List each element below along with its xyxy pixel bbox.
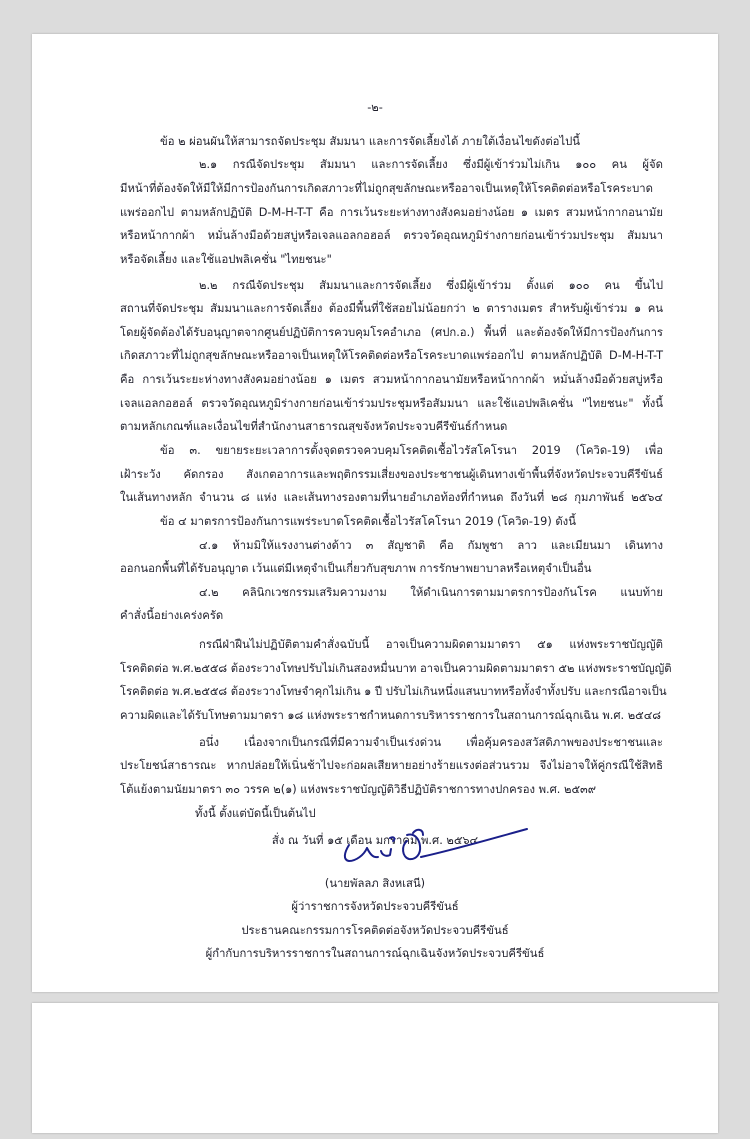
- clause-4-1-line-2: ออกนอกพื้นที่ได้รับอนุญาต เว้นแต่มีเหตุจำเป็นเกี่ยวกับสุขภาพ การรักษาพยาบาลหรือเหตุจำเป็นอื่น: [120, 562, 592, 575]
- order-date: สั่ง ณ วันที่ ๑๕ เดือน มกราคม พ.ศ. ๒๕๖๔: [271, 834, 479, 847]
- document-page-2: [32, 1003, 718, 1133]
- signatory-title-3: ผู้กำกับการบริหารราชการในสถานการณ์ฉุกเฉินจังหวัดประจวบคีรีขันธ์: [205, 947, 545, 960]
- urgency-line-1: อนึ่ง เนื่องจากเป็นกรณีที่มีความจำเป็นเร่งด่วน เพื่อคุ้มครองสวัสดิภาพของประชาชนและ: [199, 736, 663, 749]
- clause-4-2-line-1: ๔.๒ คลินิกเวชกรรมเสริมความงาม ให้ดำเนินการตามมาตรการป้องกันโรค แนบท้าย: [199, 586, 663, 599]
- clause-2-2-line-4: เกิดสภาวะที่ไม่ถูกสุขลักษณะหรืออาจเป็นเหตุให้โรคติดต่อหรือโรคระบาดแพร่ออกไป ตามหลักปฏิบัติ D-M-H-T-T: [120, 349, 663, 362]
- penalty-line-2: โรคติดต่อ พ.ศ.๒๕๕๘ ต้องระวางโทษปรับไม่เกินสองหมื่นบาท อาจเป็นความผิดตามมาตรา ๕๒ แห่งพระราชบัญญัติ: [120, 662, 672, 675]
- penalty-line-1: กรณีฝ่าฝืนไม่ปฏิบัติตามคำสั่งฉบับนี้ อาจเป็นความผิดตามมาตรา ๕๑ แห่งพระราชบัญญัติ: [199, 638, 663, 651]
- clause-2-2-line-1: ๒.๒ กรณีจัดประชุม สัมมนาและการจัดเลี้ยง ซึ่งมีผู้เข้าร่วม ตั้งแต่ ๑๐๐ คน ขึ้นไป: [199, 279, 663, 292]
- clause-2-1-line-4: หรือหน้ากากผ้า หมั่นล้างมือด้วยสบู่หรือเจลแอลกอฮอล์ ตรวจวัดอุณหภูมิร่างกายก่อนเข้าร่วมประชุม สัมมนา: [120, 229, 663, 242]
- clause-2-2-line-6: เจลแอลกอฮอล์ ตรวจวัดอุณหภูมิร่างกายก่อนเข้าร่วมประชุมหรือสัมมนา และใช้แอปพลิเคชั่น "ไทยชนะ" ทั้งนี้: [120, 397, 663, 410]
- urgency-line-3: โต้แย้งตามนัยมาตรา ๓๐ วรรค ๒(๑) แห่งพระราชบัญญัติวิธีปฏิบัติราชการทางปกครอง พ.ศ. ๒๕๓๙: [120, 783, 596, 796]
- clause-2-2-line-3: โดยผู้จัดต้องได้รับอนุญาตจากศูนย์ปฏิบัติการควบคุมโรคอำเภอ (ศปก.อ.) พื้นที่ และต้องจัดให้มีการป้องกันการ: [120, 326, 663, 339]
- clause-4-2-line-2: คำสั่งนี้อย่างเคร่งครัด: [120, 609, 224, 622]
- document-page-1: [32, 34, 718, 992]
- signatory-title-2: ประธานคณะกรรมการโรคติดต่อจังหวัดประจวบคีรีขันธ์: [241, 924, 509, 937]
- clause-3-line-1: ข้อ ๓. ขยายระยะเวลาการตั้งจุดตรวจควบคุมโรคติดเชื้อไวรัสโคโรนา 2019 (โควิด-19) เพื่อ: [160, 444, 663, 457]
- clause-3-line-3: ในเส้นทางหลัก จำนวน ๘ แห่ง และเส้นทางรองตามที่นายอำเภอท้องที่กำหนด ถึงวันที่ ๒๘ กุมภาพันธ์ ๒๕๖๔: [120, 491, 663, 504]
- clause-2-heading: ข้อ ๒ ผ่อนผันให้สามารถจัดประชุม สัมมนา และการจัดเลี้ยงได้ ภายใต้เงื่อนไขดังต่อไปนี้: [160, 135, 581, 148]
- clause-2-1-line-3: แพร่ออกไป ตามหลักปฏิบัติ D-M-H-T-T คือ การเว้นระยะห่างทางสังคมอย่างน้อย ๑ เมตร สวมหน้ากากอนามัย: [120, 206, 663, 219]
- signatory-title-1: ผู้ว่าราชการจังหวัดประจวบคีรีขันธ์: [291, 900, 459, 913]
- clause-2-1-line-5: หรือจัดเลี้ยง และใช้แอปพลิเคชั่น "ไทยชนะ": [120, 253, 332, 266]
- clause-2-1-line-1: ๒.๑ กรณีจัดประชุม สัมมนา และการจัดเลี้ยง ซึ่งมีผู้เข้าร่วมไม่เกิน ๑๐๐ คน ผู้จัด: [199, 158, 663, 171]
- signatory-name: (นายพัลลภ สิงหเสนี): [324, 877, 426, 890]
- urgency-line-2: ประโยชน์สาธารณะ หากปล่อยให้เนิ่นช้าไปจะก่อผลเสียหายอย่างร้ายแรงต่อส่วนรวม จึงไม่อาจให้คู่กรณีใช้สิทธิ: [120, 759, 663, 772]
- page-text: [32, 34, 718, 992]
- clause-2-2-line-5: คือ การเว้นระยะห่างทางสังคมอย่างน้อย ๑ เมตร สวมหน้ากากอนามัยหรือหน้ากากผ้า หมั่นล้างมือด้วยสบู่หรือ: [120, 373, 663, 386]
- clause-2-1-line-2: มีหน้าที่ต้องจัดให้มีให้มีการป้องกันการเกิดสภาวะที่ไม่ถูกสุขลักษณะหรืออาจเป็นเหตุให้โรคติดต่อหรือโรคระบาด: [120, 182, 653, 195]
- clause-3-line-2: เฝ้าระวัง คัดกรอง สังเกตอาการและพฤติกรรมเสี่ยงของประชาชนผู้เดินทางเข้าพื้นที่จังหวัดประจวบคีรีขันธ์: [120, 468, 663, 481]
- clause-4-heading: ข้อ ๔ มาตรการป้องกันการแพร่ระบาดโรคติดเชื้อไวรัสโคโรนา 2019 (โควิด-19) ดังนี้: [160, 515, 576, 528]
- clause-4-1-line-1: ๔.๑ ห้ามมิให้แรงงานต่างด้าว ๓ สัญชาติ คือ กัมพูชา ลาว และเมียนมา เดินทาง: [199, 539, 663, 552]
- penalty-line-4: ความผิดและได้รับโทษตามมาตรา ๑๘ แห่งพระราชกำหนดการบริหารราชการในสถานการณ์ฉุกเฉิน พ.ศ. ๒๕๔๘: [120, 709, 661, 722]
- page-number: -๒-: [367, 101, 383, 114]
- clause-2-2-line-7: ตามหลักเกณฑ์และเงื่อนไขที่สำนักงานสาธารณสุขจังหวัดประจวบคีรีขันธ์กำหนด: [120, 420, 508, 433]
- signature-image: [337, 824, 537, 874]
- clause-2-2-line-2: สถานที่จัดประชุม สัมมนาและการจัดเลี้ยง ต้องมีพื้นที่ใช้สอยไม่น้อยกว่า ๒ ตารางเมตร สำหรับผู้เข้าร่วม ๑ คน: [120, 302, 663, 315]
- penalty-line-3: โรคติดต่อ พ.ศ.๒๕๕๘ ต้องระวางโทษจำคุกไม่เกิน ๑ ปี ปรับไม่เกินหนึ่งแสนบาทหรือทั้งจำทั้งปรับ และกรณีอาจเป็น: [120, 685, 667, 698]
- effective-statement: ทั้งนี้ ตั้งแต่บัดนี้เป็นต้นไป: [195, 807, 316, 820]
